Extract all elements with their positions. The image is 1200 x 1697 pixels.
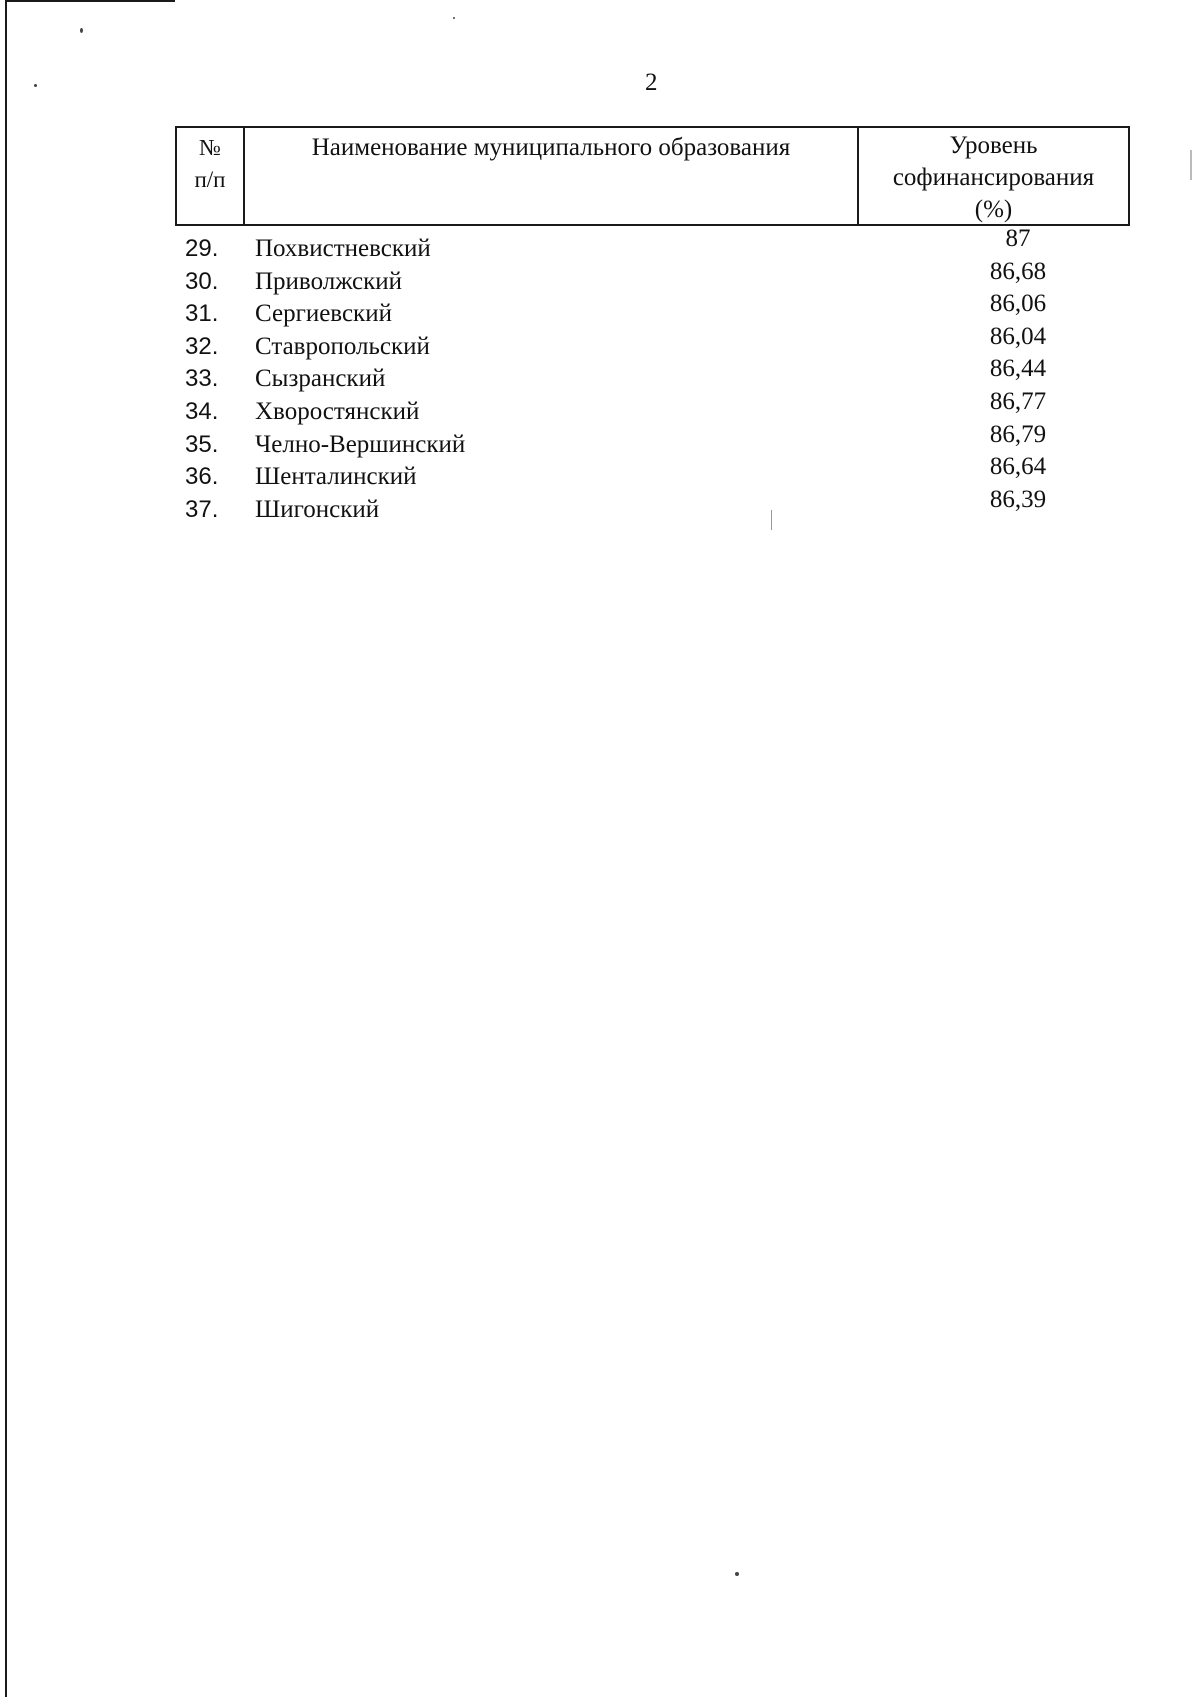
row-number: 34. (185, 397, 219, 425)
scan-speck (80, 28, 83, 33)
row-municipality-name: Хворостянский (255, 397, 420, 425)
row-cofinancing-level: 86,06 (989, 290, 1047, 318)
scan-speck (735, 1572, 739, 1576)
header-name-text: Наименование муниципального образования (311, 134, 791, 161)
header-level-line: софинансирования (892, 164, 1095, 191)
scan-edge-left (5, 0, 7, 1697)
header-number-line: п/п (194, 167, 226, 192)
row-cofinancing-level: 87 (1005, 225, 1031, 252)
row-number: 37. (185, 495, 219, 523)
row-number: 36. (185, 463, 219, 491)
scan-speck (1190, 150, 1192, 180)
row-cofinancing-level: 86,79 (989, 420, 1047, 448)
header-number-line: № (199, 135, 221, 160)
table-header (175, 126, 1130, 226)
row-cofinancing-level: 86,39 (989, 485, 1047, 513)
row-number: 33. (185, 365, 219, 393)
header-level-line: Уровень (949, 132, 1038, 159)
row-municipality-name: Сызранский (255, 365, 386, 393)
row-number: 29. (185, 235, 219, 262)
row-cofinancing-level: 86,64 (989, 453, 1047, 481)
row-cofinancing-level: 86,77 (989, 387, 1047, 415)
row-municipality-name: Похвистневский (255, 235, 431, 262)
row-municipality-name: Ставропольский (255, 332, 430, 360)
row-cofinancing-level: 86,68 (989, 257, 1047, 285)
scan-edge-top (5, 0, 175, 2)
header-level-line: (%) (974, 196, 1013, 223)
row-cofinancing-level: 86,04 (989, 322, 1047, 350)
row-municipality-name: Сергиевский (255, 300, 392, 328)
row-cofinancing-level: 86,44 (989, 355, 1047, 383)
page-number: 2 (645, 69, 658, 96)
row-number: 32. (185, 332, 219, 360)
table-body (175, 225, 1130, 523)
row-number: 30. (185, 267, 219, 295)
scan-speck (453, 17, 455, 19)
row-number: 31. (185, 300, 219, 328)
row-municipality-name: Шенталинский (255, 463, 417, 491)
header-number-cell (177, 128, 245, 224)
header-level-cell (859, 128, 1128, 224)
row-municipality-name: Приволжский (255, 267, 403, 295)
header-name-cell (245, 128, 859, 224)
table-row (175, 485, 1130, 523)
scan-speck (34, 84, 37, 87)
row-number: 35. (185, 430, 219, 458)
row-municipality-name: Шигонский (255, 495, 380, 523)
row-municipality-name: Челно-Вершинский (255, 430, 466, 458)
